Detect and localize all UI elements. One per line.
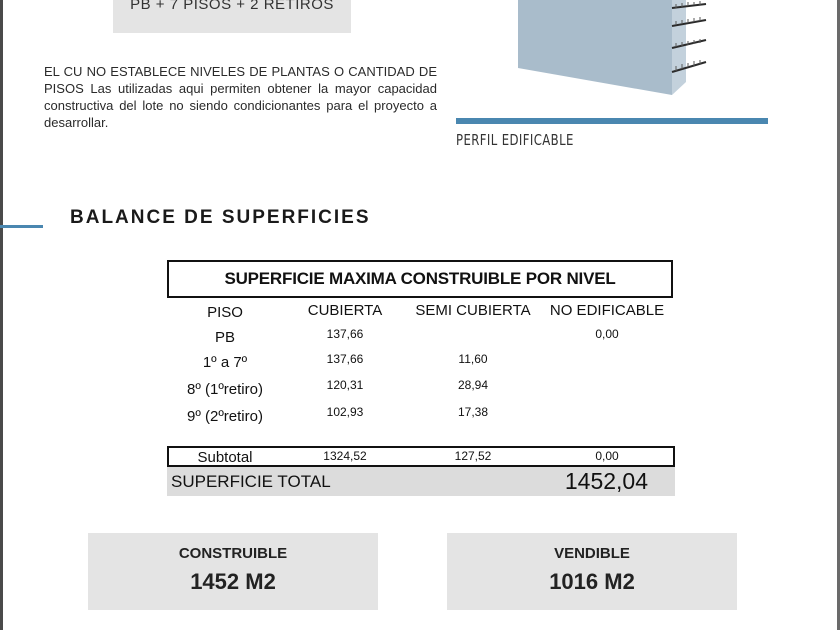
- header-cubierta: CUBIERTA: [307, 302, 383, 319]
- floors-summary: PB + 7 PISOS + 2 RETIROS: [130, 0, 334, 13]
- subtotal-semi: 127,52: [454, 449, 492, 463]
- header-piso: PISO: [207, 304, 243, 321]
- subtotal-no-edificable: 0,00: [595, 449, 619, 463]
- cell-pb-no-edificable: 0,00: [595, 327, 619, 341]
- vendible-value: 1016 M2: [549, 569, 635, 594]
- subtotal-cubierta: 1324,52: [323, 449, 367, 463]
- zoning-note: EL CU NO ESTABLECE NIVELES DE PLANTAS O CANTIDAD DE PISOS Las utilizadas aqui permiten obtener la mayor capacidad constructiva del lote no siendo condicionantes para el proyecto a desarrollar.: [44, 64, 437, 130]
- cell-8-semi: 28,94: [457, 378, 489, 392]
- building-front-face: [518, 0, 672, 95]
- table-title: SUPERFICIE MAXIMA CONSTRUIBLE POR NIVEL: [167, 260, 673, 298]
- row-label-8: 8º (1ºretiro): [187, 381, 263, 398]
- construible-card: [88, 533, 378, 610]
- row-label-9: 9º (2ºretiro): [187, 408, 263, 425]
- floors-summary-box: [113, 0, 351, 33]
- profile-accent-bar: [456, 118, 768, 124]
- cell-9-semi: 17,38: [457, 405, 489, 419]
- header-no-edificable: NO EDIFICABLE: [549, 302, 665, 319]
- total-row: [167, 467, 675, 496]
- construible-value: 1452 M2: [190, 569, 276, 594]
- cell-9-cubierta: 102,93: [326, 405, 364, 419]
- total-value: 1452,04: [564, 468, 648, 494]
- row-label-pb: PB: [214, 329, 235, 346]
- page-edge-left: [0, 0, 3, 630]
- row-label-1-7: 1º a 7º: [202, 354, 248, 371]
- construible-label: CONSTRUIBLE: [178, 545, 288, 562]
- cell-8-cubierta: 120,31: [326, 378, 364, 392]
- cell-1-7-semi: 11,60: [458, 352, 488, 366]
- total-label: SUPERFICIE TOTAL: [171, 472, 331, 491]
- header-semi-cubierta: SEMI CUBIERTA: [415, 302, 531, 319]
- building-profile-illustration: [500, 0, 730, 100]
- section-title: BALANCE DE SUPERFICIES: [70, 207, 371, 228]
- subtotal-label: Subtotal: [197, 449, 253, 466]
- vendible-label: VENDIBLE: [554, 545, 630, 562]
- vendible-card: [447, 533, 737, 610]
- cell-1-7-cubierta: 137,66: [326, 352, 364, 366]
- cell-pb-cubierta: 137,66: [326, 327, 364, 341]
- section-accent-bar: [0, 225, 43, 228]
- profile-label: PERFIL EDIFICABLE: [456, 131, 574, 149]
